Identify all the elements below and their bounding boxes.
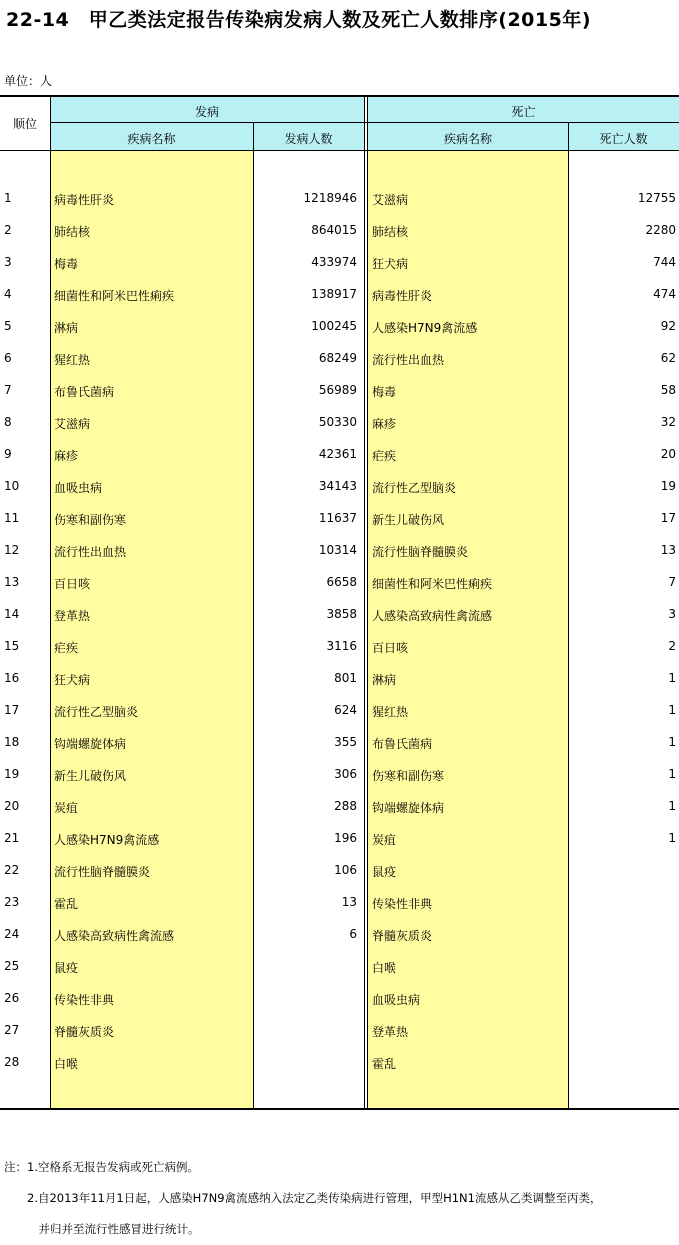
- death-count-cell: 20: [660, 447, 676, 461]
- incidence-group-header: 发病: [194, 105, 219, 119]
- death-disease-cell: 流行性乙型脑炎: [372, 481, 457, 495]
- incidence-count-cell: 6658: [326, 575, 357, 589]
- rank-cell: 25: [4, 959, 20, 973]
- rank-cell: 14: [4, 607, 20, 621]
- incidence-count-cell: 100245: [311, 319, 357, 333]
- rank-header: 顺位: [12, 117, 37, 131]
- death-disease-cell: 布鲁氏菌病: [372, 737, 433, 751]
- incidence-count-cell: 34143: [318, 479, 357, 493]
- incidence-disease-cell: 麻疹: [54, 449, 79, 463]
- death-count-cell: 1: [668, 767, 676, 781]
- incidence-disease-cell: 百日咳: [54, 577, 91, 591]
- incidence-count-cell: 355: [334, 735, 357, 749]
- incidence-name-header: 疾病名称: [127, 132, 176, 146]
- death-disease-cell: 血吸虫病: [372, 993, 421, 1007]
- incidence-disease-cell: 人感染H7N9禽流感: [54, 833, 160, 847]
- death-count-cell: 2280: [645, 223, 676, 237]
- incidence-count-cell: 42361: [318, 447, 357, 461]
- incidence-count-cell: 801: [334, 671, 357, 685]
- incidence-disease-cell: 狂犬病: [54, 673, 91, 687]
- rank-cell: 19: [4, 767, 20, 781]
- unit-label: 单位：人: [4, 74, 53, 88]
- death-disease-cell: 病毒性肝炎: [372, 289, 433, 303]
- rank-cell: 3: [4, 255, 12, 269]
- death-count-cell: 62: [660, 351, 676, 365]
- death-disease-cell: 人感染高致病性禽流感: [372, 609, 493, 623]
- incidence-disease-cell: 登革热: [54, 609, 91, 623]
- incidence-count-cell: 1218946: [303, 191, 357, 205]
- death-disease-cell: 鼠疫: [372, 865, 397, 879]
- death-disease-cell: 钩端螺旋体病: [372, 801, 445, 815]
- incidence-count-cell: 864015: [311, 223, 357, 237]
- incidence-count-cell: 3116: [326, 639, 357, 653]
- incidence-disease-cell: 疟疾: [54, 641, 79, 655]
- rank-cell: 1: [4, 191, 12, 205]
- incidence-count-cell: 13: [341, 895, 357, 909]
- death-disease-cell: 艾滋病: [372, 193, 409, 207]
- incidence-count-cell: 288: [334, 799, 357, 813]
- rank-cell: 20: [4, 799, 20, 813]
- rank-cell: 7: [4, 383, 12, 397]
- death-count-cell: 58: [660, 383, 676, 397]
- death-disease-cell: 炭疽: [372, 833, 397, 847]
- death-disease-cell: 淋病: [372, 673, 397, 687]
- death-count-header: 死亡人数: [599, 132, 648, 146]
- death-count-cell: 1: [668, 703, 676, 717]
- incidence-disease-cell: 钩端螺旋体病: [54, 737, 127, 751]
- incidence-disease-cell: 肺结核: [54, 225, 91, 239]
- death-count-cell: 32: [660, 415, 676, 429]
- incidence-count-header: 发病人数: [284, 132, 333, 146]
- death-count-cell: 2: [668, 639, 676, 653]
- death-disease-cell: 疟疾: [372, 449, 397, 463]
- incidence-count-cell: 196: [334, 831, 357, 845]
- rank-cell: 16: [4, 671, 20, 685]
- rank-cell: 8: [4, 415, 12, 429]
- death-disease-cell: 流行性脑脊髓膜炎: [372, 545, 469, 559]
- death-disease-cell: 流行性出血热: [372, 353, 445, 367]
- death-count-cell: 7: [668, 575, 676, 589]
- footnote: 并归并至流行性感冒进行统计。: [4, 1222, 200, 1236]
- rank-cell: 5: [4, 319, 12, 333]
- footnote: 2.自2013年11月1日起，人感染H7N9禽流感纳入法定乙类传染病进行管理，甲型H1N1流感从乙类调整至丙类，: [4, 1191, 602, 1205]
- incidence-count-cell: 68249: [318, 351, 357, 365]
- rank-cell: 28: [4, 1055, 20, 1069]
- incidence-disease-cell: 脊髓灰质炎: [54, 1025, 115, 1039]
- death-disease-cell: 霍乱: [372, 1057, 397, 1071]
- death-count-cell: 17: [660, 511, 676, 525]
- rank-cell: 9: [4, 447, 12, 461]
- rank-cell: 10: [4, 479, 20, 493]
- rank-cell: 17: [4, 703, 20, 717]
- rank-cell: 13: [4, 575, 20, 589]
- death-count-cell: 474: [653, 287, 676, 301]
- death-disease-cell: 梅毒: [372, 385, 397, 399]
- rank-cell: 26: [4, 991, 20, 1005]
- incidence-count-cell: 50330: [318, 415, 357, 429]
- rank-cell: 18: [4, 735, 20, 749]
- death-disease-cell: 脊髓灰质炎: [372, 929, 433, 943]
- death-name-header: 疾病名称: [443, 132, 492, 146]
- rank-cell: 12: [4, 543, 20, 557]
- incidence-disease-cell: 传染性非典: [54, 993, 115, 1007]
- incidence-count-cell: 6: [349, 927, 357, 941]
- death-count-cell: 1: [668, 735, 676, 749]
- rank-cell: 27: [4, 1023, 20, 1037]
- death-count-cell: 19: [660, 479, 676, 493]
- incidence-disease-cell: 艾滋病: [54, 417, 91, 431]
- rank-cell: 4: [4, 287, 12, 301]
- death-count-cell: 1: [668, 799, 676, 813]
- incidence-disease-cell: 血吸虫病: [54, 481, 103, 495]
- incidence-disease-cell: 布鲁氏菌病: [54, 385, 115, 399]
- incidence-disease-cell: 鼠疫: [54, 961, 79, 975]
- death-disease-cell: 肺结核: [372, 225, 409, 239]
- death-group-header: 死亡: [511, 105, 536, 119]
- incidence-count-cell: 11637: [318, 511, 357, 525]
- death-disease-cell: 伤寒和副伤寒: [372, 769, 445, 783]
- incidence-disease-cell: 白喉: [54, 1057, 79, 1071]
- death-disease-cell: 新生儿破伤风: [372, 513, 445, 527]
- incidence-count-cell: 106: [334, 863, 357, 877]
- death-count-cell: 1: [668, 831, 676, 845]
- incidence-count-cell: 3858: [326, 607, 357, 621]
- table-title: 22-14 甲乙类法定报告传染病发病人数及死亡人数排序(2015年): [6, 9, 592, 31]
- ranking-table: [0, 95, 679, 1110]
- incidence-disease-cell: 人感染高致病性禽流感: [54, 929, 175, 943]
- incidence-disease-cell: 猩红热: [54, 353, 91, 367]
- rank-cell: 2: [4, 223, 12, 237]
- death-disease-cell: 狂犬病: [372, 257, 409, 271]
- death-disease-cell: 麻疹: [372, 417, 397, 431]
- death-disease-cell: 登革热: [372, 1025, 409, 1039]
- incidence-count-cell: 624: [334, 703, 357, 717]
- death-count-cell: 12755: [637, 191, 676, 205]
- incidence-disease-cell: 淋病: [54, 321, 79, 335]
- incidence-disease-cell: 霍乱: [54, 897, 79, 911]
- death-count-cell: 92: [660, 319, 676, 333]
- incidence-disease-cell: 炭疽: [54, 801, 79, 815]
- incidence-count-cell: 433974: [311, 255, 357, 269]
- rank-cell: 22: [4, 863, 20, 877]
- death-count-cell: 3: [668, 607, 676, 621]
- incidence-count-cell: 56989: [318, 383, 357, 397]
- rank-cell: 6: [4, 351, 12, 365]
- death-count-cell: 13: [660, 543, 676, 557]
- death-disease-cell: 人感染H7N9禽流感: [372, 321, 478, 335]
- incidence-disease-cell: 流行性脑脊髓膜炎: [54, 865, 151, 879]
- death-disease-cell: 传染性非典: [372, 897, 433, 911]
- footnotes: [4, 1152, 601, 1245]
- rank-cell: 15: [4, 639, 20, 653]
- incidence-disease-cell: 梅毒: [54, 257, 79, 271]
- death-count-cell: 1: [668, 671, 676, 685]
- death-disease-cell: 细菌性和阿米巴性痢疾: [372, 577, 493, 591]
- incidence-count-cell: 306: [334, 767, 357, 781]
- incidence-disease-cell: 病毒性肝炎: [54, 193, 115, 207]
- death-count-cell: 744: [653, 255, 676, 269]
- rank-cell: 21: [4, 831, 20, 845]
- incidence-disease-cell: 伤寒和副伤寒: [54, 513, 127, 527]
- rank-cell: 11: [4, 511, 20, 525]
- incidence-disease-cell: 新生儿破伤风: [54, 769, 127, 783]
- incidence-disease-cell: 细菌性和阿米巴性痢疾: [54, 289, 175, 303]
- death-disease-cell: 白喉: [372, 961, 397, 975]
- rank-cell: 24: [4, 927, 20, 941]
- incidence-count-cell: 138917: [311, 287, 357, 301]
- death-disease-cell: 百日咳: [372, 641, 409, 655]
- incidence-disease-cell: 流行性乙型脑炎: [54, 705, 139, 719]
- incidence-count-cell: 10314: [318, 543, 357, 557]
- rank-cell: 23: [4, 895, 20, 909]
- death-disease-cell: 猩红热: [372, 705, 409, 719]
- footnote: 注：1.空格系无报告发病或死亡病例。: [4, 1160, 199, 1174]
- incidence-disease-cell: 流行性出血热: [54, 545, 127, 559]
